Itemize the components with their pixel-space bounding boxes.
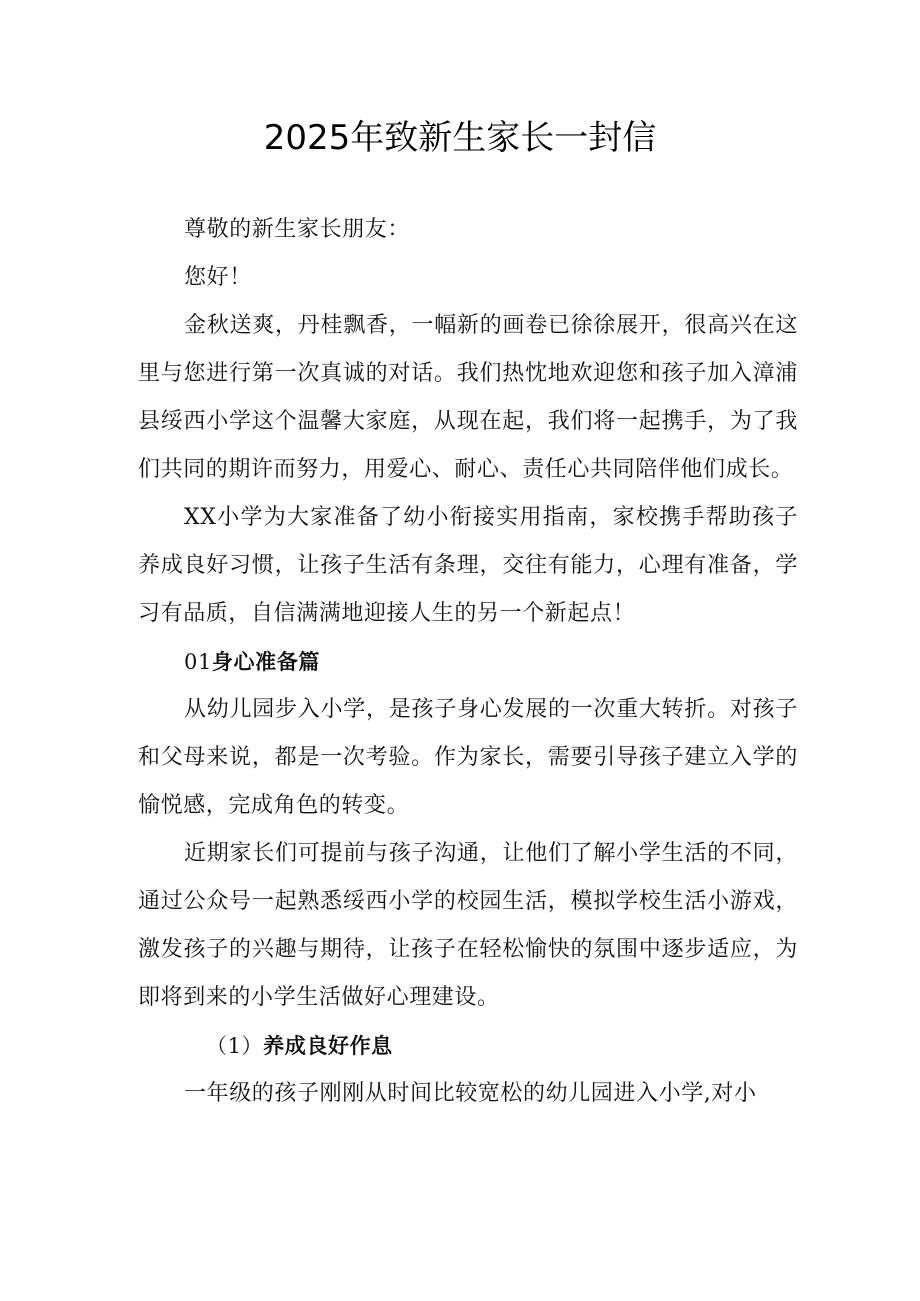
subsection-heading [138,1022,798,1070]
section-title: 身心准备篇 [211,650,320,674]
guide-paragraph: XX小学为大家准备了幼小衔接实用指南，家校携手帮助孩子养成良好习惯，让孩子生活有条理，交往有能力，心理有准备，学习有品质，自信满满地迎接人生的另一个新起点！ [138,505,798,626]
section-number: 01 [184,650,212,674]
section-paragraph: 从幼儿园步入小学，是孩子身心发展的一次重大转折。对孩子和父母来说，都是一次考验。作为家长，需要引导孩子建立入学的愉悦感，完成角色的转变。 [138,697,798,818]
letter-body [138,206,798,1118]
section-paragraph: 近期家长们可提前与孩子沟通，让他们了解小学生活的不同，通过公众号一起熟悉绥西小学的校园生活，模拟学校生活小游戏，激发孩子的兴趣与期待，让孩子在轻松愉快的氛围中逐步适应，为即将到来的小学生活做好心理建设。 [138,841,798,1010]
subsection-title: 养成良好作息 [263,1034,393,1058]
greeting: 尊敬的新生家长朋友： [184,217,411,242]
page-title: 2025年致新生家长一封信 [263,118,657,158]
hello: 您好！ [184,265,252,290]
section-heading [138,638,798,686]
intro-paragraph: 金秋送爽，丹桂飘香，一幅新的画卷已徐徐展开，很高兴在这里与您进行第一次真诚的对话。我们热忱地欢迎您和孩子加入漳浦县绥西小学这个温馨大家庭，从现在起，我们将一起携手，为了我们共同的期许而努力，用爱心、耐心、责任心共同陪伴他们成长。 [138,313,798,482]
subsection-paragraph: 一年级的孩子刚刚从时间比较宽松的幼儿园进入小学,对小 [184,1081,757,1106]
subsection-number: （1） [206,1034,264,1058]
